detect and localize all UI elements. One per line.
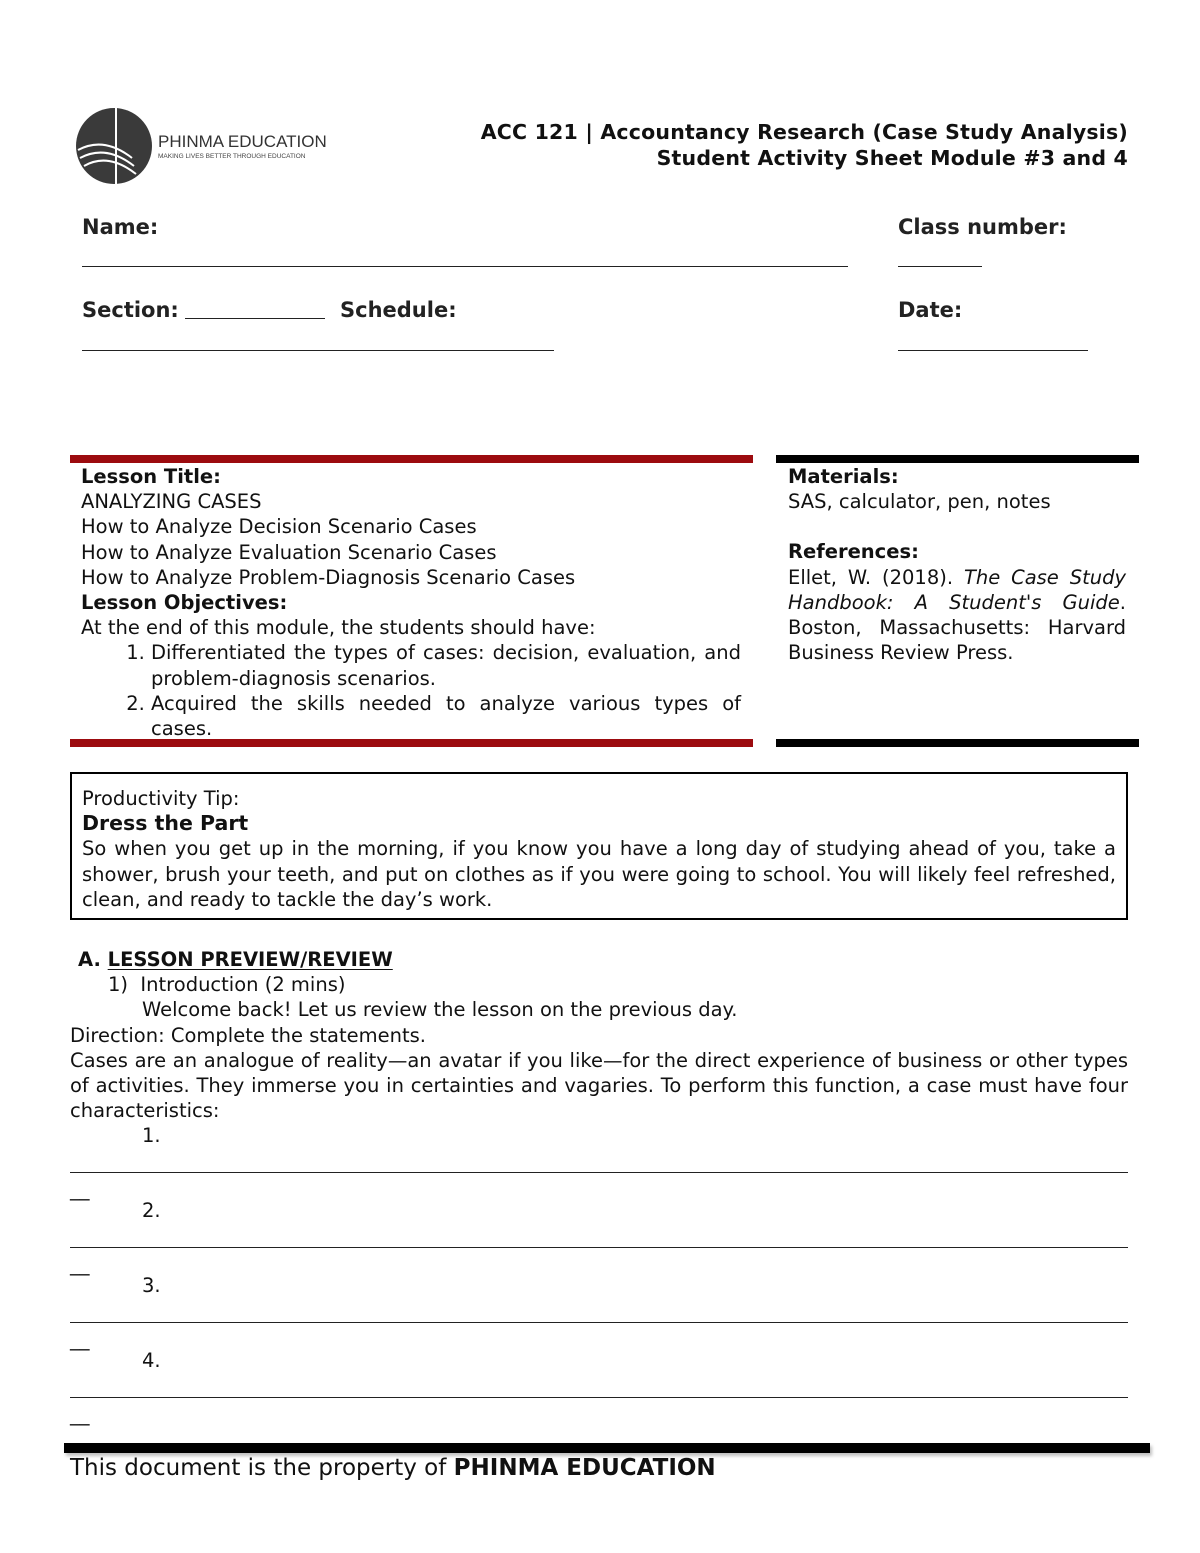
answer-line-2[interactable] [70,1247,1128,1248]
class-number-label: Class number: [898,215,1067,239]
materials-bottom-bar [776,739,1139,747]
phinma-logo [74,106,334,186]
section-label: Section: [82,298,179,322]
logo-wordmark: PHINMA EDUCATION [158,132,327,151]
productivity-tip-box [70,772,1128,920]
schedule-label: Schedule: [340,298,457,322]
footer-bar [64,1443,1150,1453]
direction-text: Direction: Complete the statements. [70,1023,426,1047]
tip-text: So when you get up in the morning, if you know you have a long day of studying ahead of you, take a shower, brush your teeth, and put on clothes as if you were going to school. You will likely feel refreshed, clean, and ready to tackle the day’s work. [82,837,1116,911]
section-paragraph: Cases are an analogue of reality—an avatar if you like—for the direct experience of business or other types of activities. They immerse you in certainties and vagaries. To perform this function, a case must have four characteristics: [70,1048,1128,1123]
logo-tagline: MAKING LIVES BETTER THROUGH EDUCATION [158,153,306,160]
objectives-list [81,640,741,741]
answer-line-1[interactable] [70,1172,1128,1173]
date-label: Date: [898,298,963,322]
blank-number: 4. [142,1349,161,1372]
name-field[interactable] [82,266,848,267]
answer-line-3[interactable] [70,1322,1128,1323]
name-label: Name: [82,215,159,239]
intro-line [108,972,1128,997]
tip-label: Productivity Tip: [82,787,240,810]
footer-statement: This document is the property of [70,1455,454,1481]
objectives-intro: At the end of this module, the students should have: [81,616,596,640]
line-dash: __ [70,1328,90,1351]
intro-label: Introduction (2 mins) [140,973,346,997]
blank-number: 2. [142,1199,161,1222]
lesson-top-bar [70,455,753,463]
document-title [481,119,1128,171]
footer-text [70,1455,716,1481]
schedule-field[interactable] [82,350,554,351]
reference-entry [788,565,1126,666]
section-letter: A. [78,948,101,971]
footer-brand: PHINMA EDUCATION [453,1455,716,1481]
materials-text: SAS, calculator, pen, notes [788,490,1051,514]
section-title: LESSON PREVIEW/REVIEW [107,948,393,971]
section-field[interactable] [185,318,325,319]
materials-label: Materials: [788,465,899,488]
reference-title: The Case Study Handbook: A Student's Guide [788,565,1126,614]
line-dash: __ [70,1403,90,1426]
answer-line-4[interactable] [70,1397,1128,1398]
materials-panel [788,464,1126,665]
reference-publisher: . Boston, Massachusetts: Harvard Business Review Press. [788,590,1126,665]
section-heading [78,947,1128,972]
section-lesson-preview [70,947,1128,1123]
lesson-title-line: How to Analyze Decision Scenario Cases [81,515,477,539]
objective-item: 1. Differentiated the types of cases: decision, evaluation, and problem-diagnosis scenarios. [151,640,741,690]
lesson-title-line: ANALYZING CASES [81,490,262,514]
line-dash: __ [70,1253,90,1276]
welcome-text: Welcome back! Let us review the lesson on the previous day. [142,998,738,1022]
materials-top-bar [776,455,1139,463]
line-dash: __ [70,1178,90,1201]
lesson-panel [81,464,741,741]
objective-item: 2. Acquired the skills needed to analyze various types of cases. [151,691,741,741]
tip-title: Dress the Part [82,811,249,836]
references-label: References: [788,540,919,564]
sheet-line: Student Activity Sheet Module #3 and 4 [656,146,1128,170]
course-line: ACC 121 | Accountancy Research (Case Study Analysis) [480,120,1128,144]
intro-number: 1) [108,973,129,997]
lesson-title-label: Lesson Title: [81,465,221,488]
class-number-field[interactable] [898,266,982,267]
blank-number: 3. [142,1274,161,1297]
blank-number: 1. [142,1124,161,1147]
reference-author: Ellet, W. (2018). [788,565,954,589]
lesson-title-line: How to Analyze Problem-Diagnosis Scenario Cases [81,565,576,589]
lesson-title-line: How to Analyze Evaluation Scenario Cases [81,540,497,564]
date-field[interactable] [898,350,1088,351]
objectives-label: Lesson Objectives: [81,591,288,615]
